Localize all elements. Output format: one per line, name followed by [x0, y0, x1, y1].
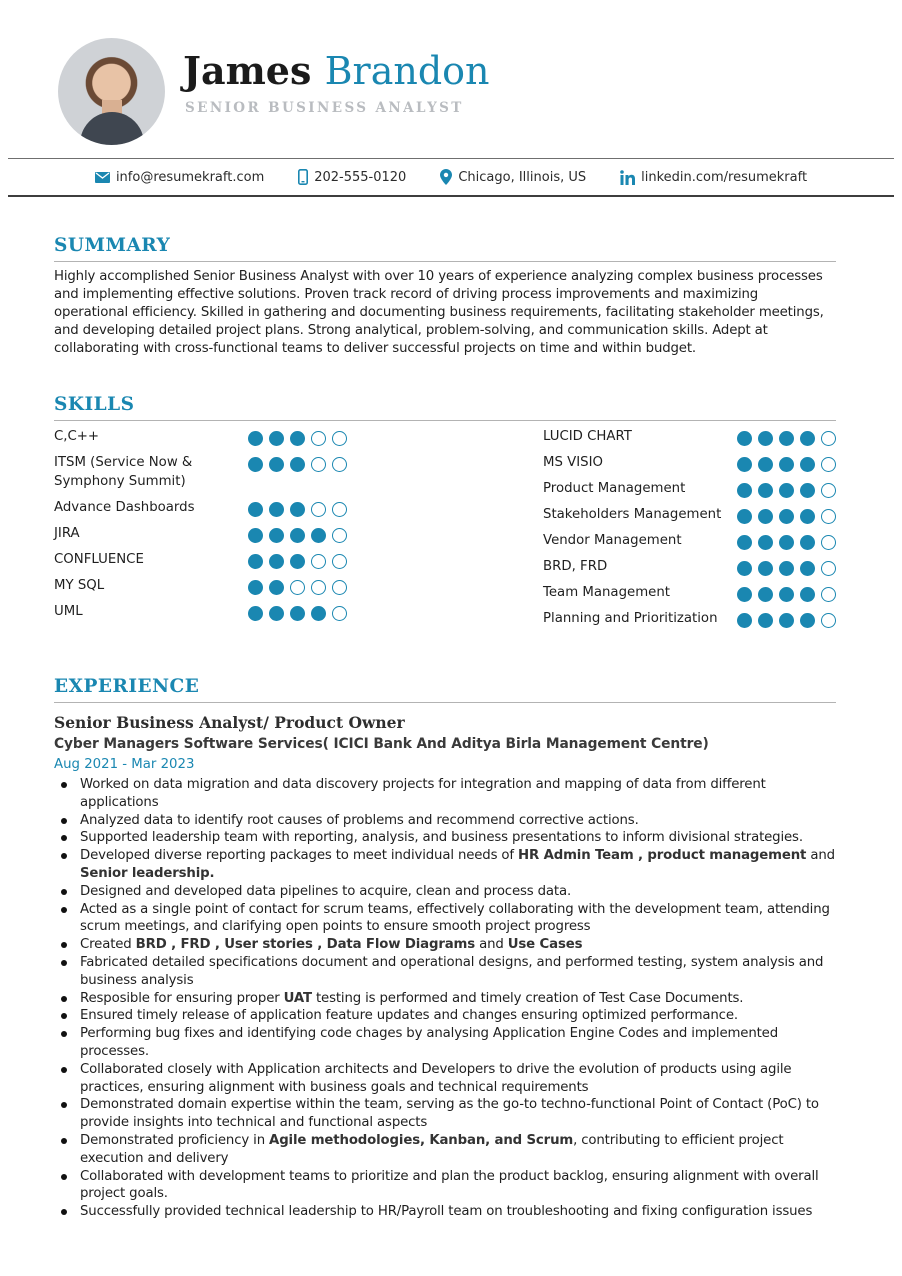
job-company: Cyber Managers Software Services( ICICI Bank And Aditya Birla Management Centre)	[54, 736, 709, 752]
rating-dot-filled	[800, 561, 815, 576]
rating-dot-filled	[800, 483, 815, 498]
rating-dot-empty	[311, 554, 326, 569]
rating-dot-filled	[290, 502, 305, 517]
location-text: Chicago, Illinois, US	[458, 169, 587, 185]
candidate-role: SENIOR BUSINESS ANALYST	[185, 100, 464, 116]
skill-name: BRD, FRD	[543, 559, 608, 574]
first-name: James	[183, 48, 312, 93]
rating-dot-filled	[758, 613, 773, 628]
rating-dot-filled	[269, 502, 284, 517]
bullet-text: Demonstrated domain expertise within the team, serving as the go-to techno-functional Point of Contact (PoC) to provide insights into technical and functional aspects	[80, 1097, 819, 1131]
skill-name: MS VISIO	[543, 455, 603, 470]
rating-dot-filled	[779, 457, 794, 472]
skill-rating	[737, 453, 836, 472]
candidate-name	[183, 48, 490, 94]
rating-dot-filled	[269, 580, 284, 595]
job-bullet	[54, 990, 836, 1008]
rating-dot-filled	[737, 431, 752, 446]
skill-name: ITSM (Service Now & Symphony Summit)	[54, 455, 193, 489]
rating-dot-empty	[311, 431, 326, 446]
skill-rating	[248, 602, 347, 621]
rating-dot-empty	[821, 509, 836, 524]
rating-dot-filled	[779, 431, 794, 446]
bullet-text: Collaborated closely with Application architects and Developers to drive the evolution of products using agile practices, ensuring alignment with business goals and technical requirements	[80, 1061, 792, 1095]
skill-name: Vendor Management	[543, 533, 682, 548]
skills-heading: SKILLS	[54, 393, 836, 421]
experience-heading: EXPERIENCE	[54, 675, 836, 703]
bullet-text: Resposible for ensuring proper	[80, 990, 284, 1006]
bullet-text: Supported leadership team with reporting, analysis, and business presentations to inform divisional strategies.	[80, 830, 803, 846]
skill-rating	[737, 427, 836, 446]
bullet-highlight: Agile methodologies, Kanban, and Scrum	[269, 1132, 574, 1148]
skill-name: UML	[54, 604, 83, 619]
rating-dot-filled	[779, 483, 794, 498]
rating-dot-filled	[800, 587, 815, 602]
rating-dot-empty	[311, 457, 326, 472]
rating-dot-empty	[332, 528, 347, 543]
rating-dot-filled	[290, 554, 305, 569]
rating-dot-filled	[800, 431, 815, 446]
skill-rating	[737, 531, 836, 550]
skill-name: Stakeholders Management	[543, 507, 722, 522]
rating-dot-filled	[269, 528, 284, 543]
job-bullet	[54, 1168, 836, 1204]
bullet-highlight: UAT	[283, 990, 312, 1006]
rating-dot-empty	[821, 457, 836, 472]
rating-dot-filled	[758, 457, 773, 472]
bullet-text: testing is performed and timely creation of Test Case Documents.	[311, 990, 744, 1006]
bullet-text: Collaborated with development teams to prioritize and plan the product backlog, ensuring alignment with overall project goals.	[80, 1168, 819, 1202]
job-bullet	[54, 936, 836, 954]
skill-rating	[248, 524, 347, 543]
bullet-text: Acted as a single point of contact for scrum teams, effectively collaborating with the development team, attending scrum meetings, and clarifying open points to ensure smooth project progress	[80, 901, 830, 935]
photo-shirt	[80, 112, 144, 145]
summary-section	[54, 234, 836, 358]
rating-dot-filled	[779, 509, 794, 524]
rating-dot-filled	[248, 606, 263, 621]
skill-rating	[248, 576, 347, 595]
skills-columns	[54, 427, 836, 635]
skills-left-column	[54, 427, 347, 635]
rating-dot-filled	[737, 587, 752, 602]
skill-name: C,C++	[54, 429, 100, 444]
rating-dot-filled	[737, 509, 752, 524]
rating-dot-empty	[332, 431, 347, 446]
job-bullet	[54, 1007, 836, 1025]
rating-dot-filled	[737, 535, 752, 550]
contact-linkedin[interactable]	[620, 170, 807, 185]
profile-photo	[58, 38, 165, 145]
skill-row	[543, 479, 836, 498]
job-bullet	[54, 1025, 836, 1061]
skill-rating	[248, 453, 347, 472]
rating-dot-empty	[290, 580, 305, 595]
skill-rating	[737, 557, 836, 576]
skill-rating	[737, 505, 836, 524]
rating-dot-filled	[269, 457, 284, 472]
rating-dot-filled	[779, 613, 794, 628]
rating-dot-filled	[311, 528, 326, 543]
job-bullet	[54, 883, 836, 901]
rating-dot-empty	[821, 613, 836, 628]
skill-row	[54, 524, 347, 543]
skill-row	[54, 602, 347, 621]
job-bullet	[54, 829, 836, 847]
mobile-phone-icon	[298, 169, 308, 185]
skill-rating	[737, 583, 836, 602]
skill-row	[54, 427, 347, 446]
rating-dot-filled	[800, 509, 815, 524]
rating-dot-filled	[248, 580, 263, 595]
rating-dot-empty	[311, 502, 326, 517]
envelope-icon	[95, 172, 110, 183]
rating-dot-filled	[800, 535, 815, 550]
job-bullet	[54, 1132, 836, 1168]
bullet-text: and	[475, 937, 508, 953]
rating-dot-empty	[332, 606, 347, 621]
skill-rating	[248, 550, 347, 569]
job-bullet	[54, 847, 836, 883]
skill-name: Planning and Prioritization	[543, 611, 718, 626]
contact-email[interactable]	[95, 170, 264, 185]
rating-dot-empty	[821, 587, 836, 602]
bullet-text: Created	[80, 937, 136, 953]
rating-dot-filled	[248, 554, 263, 569]
phone-text: 202-555-0120	[314, 169, 407, 185]
rating-dot-filled	[758, 509, 773, 524]
skill-row	[543, 505, 836, 524]
resume-header	[0, 0, 902, 160]
bullet-text: Developed diverse reporting packages to meet individual needs of	[80, 848, 519, 864]
bullet-text: , contributing to efficient project execution and delivery	[80, 1132, 784, 1166]
skill-name: Advance Dashboards	[54, 500, 195, 515]
bullet-text: Analyzed data to identify root causes of problems and recommend corrective actions.	[80, 812, 639, 828]
job-title: Senior Business Analyst/ Product Owner	[54, 713, 405, 732]
bullet-text: Successfully provided technical leadership to HR/Payroll team on troubleshooting and fixing configuration issues	[80, 1204, 813, 1220]
skill-rating	[737, 609, 836, 628]
rating-dot-filled	[737, 561, 752, 576]
bullet-highlight: HR Admin Team , product management	[518, 848, 807, 864]
rating-dot-filled	[758, 561, 773, 576]
bullet-text: Demonstrated proficiency in	[80, 1132, 270, 1148]
job-bullet	[54, 812, 836, 830]
skill-rating	[248, 427, 347, 446]
rating-dot-filled	[758, 535, 773, 550]
rating-dot-filled	[758, 431, 773, 446]
rating-dot-filled	[269, 606, 284, 621]
bullet-text: Designed and developed data pipelines to acquire, clean and process data.	[80, 883, 572, 899]
skill-rating	[248, 498, 347, 517]
rating-dot-filled	[737, 457, 752, 472]
rating-dot-filled	[248, 502, 263, 517]
skill-rating	[737, 479, 836, 498]
skill-row	[54, 453, 347, 491]
experience-section	[54, 675, 836, 1221]
rating-dot-filled	[248, 528, 263, 543]
job-bullet	[54, 901, 836, 937]
bullet-text: Worked on data migration and data discovery projects for integration and mapping of data from different applications	[80, 777, 766, 810]
job-dates: Aug 2021 - Mar 2023	[54, 757, 195, 772]
rating-dot-filled	[248, 457, 263, 472]
skills-right-column	[543, 427, 836, 635]
rating-dot-filled	[779, 535, 794, 550]
rating-dot-filled	[248, 431, 263, 446]
skill-name: CONFLUENCE	[54, 552, 144, 567]
skills-section	[54, 393, 836, 635]
rating-dot-empty	[311, 580, 326, 595]
bullet-highlight: Use Cases	[507, 937, 583, 953]
rating-dot-filled	[269, 431, 284, 446]
rating-dot-empty	[332, 554, 347, 569]
skill-name: Team Management	[543, 585, 670, 600]
skill-row	[543, 583, 836, 602]
job-bullet	[54, 1203, 836, 1221]
job-bullet	[54, 776, 836, 812]
linkedin-icon	[620, 170, 635, 185]
contact-location	[440, 169, 586, 185]
rating-dot-filled	[779, 587, 794, 602]
rating-dot-filled	[737, 613, 752, 628]
linkedin-text: linkedin.com/resumekraft	[641, 169, 808, 185]
skill-row	[543, 531, 836, 550]
skill-row	[54, 498, 347, 517]
skill-name: LUCID CHART	[543, 429, 632, 444]
skill-row	[54, 576, 347, 595]
rating-dot-filled	[311, 606, 326, 621]
summary-heading: SUMMARY	[54, 234, 836, 262]
skill-name: Product Management	[543, 481, 686, 496]
rating-dot-empty	[332, 580, 347, 595]
job-bullet	[54, 954, 836, 990]
rating-dot-filled	[758, 587, 773, 602]
bullet-highlight: Senior leadership.	[80, 865, 215, 881]
rating-dot-empty	[332, 457, 347, 472]
email-text: info@resumekraft.com	[115, 169, 265, 185]
rating-dot-filled	[290, 431, 305, 446]
rating-dot-filled	[758, 483, 773, 498]
rating-dot-empty	[821, 561, 836, 576]
skill-row	[543, 557, 836, 576]
rating-dot-filled	[269, 554, 284, 569]
skill-row	[543, 427, 836, 446]
rating-dot-filled	[737, 483, 752, 498]
rating-dot-empty	[332, 502, 347, 517]
rating-dot-empty	[821, 535, 836, 550]
last-name: Brandon	[324, 49, 490, 93]
job-bullet	[54, 1096, 836, 1132]
rating-dot-filled	[290, 457, 305, 472]
job-bullet-list	[54, 776, 836, 1221]
rating-dot-filled	[290, 606, 305, 621]
summary-text: Highly accomplished Senior Business Analyst with over 10 years of experience analyzing complex business processes and implementing effective solutions. Proven track record of driving process improvements and maximizing operational efficiency. Skilled in gathering and documenting business requirements, facilitating stakeholder meetings, and developing detailed project plans. Strong analytical, problem-solving, and communication skills. Adept at collaborating with cross-functional teams to deliver successful projects on time and within budget.	[54, 269, 824, 356]
bullet-highlight: BRD , FRD , User stories , Data Flow Diagrams	[135, 937, 476, 953]
skill-row	[543, 453, 836, 472]
bullet-text: Ensured timely release of application feature updates and changes ensuring optimized performance.	[80, 1008, 738, 1024]
bullet-text: and	[806, 848, 835, 864]
skill-row	[54, 550, 347, 569]
rating-dot-filled	[779, 561, 794, 576]
contact-phone[interactable]	[298, 169, 406, 185]
bullet-text: Performing bug fixes and identifying code chages by analysing Application Engine Codes and implemented processes.	[80, 1026, 778, 1059]
skill-name: JIRA	[54, 526, 80, 541]
rating-dot-empty	[821, 483, 836, 498]
bullet-text: Fabricated detailed specifications document and operational designs, and performed testing, system analysis and business analysis	[80, 954, 824, 988]
rating-dot-filled	[800, 613, 815, 628]
rating-dot-filled	[800, 457, 815, 472]
rating-dot-empty	[821, 431, 836, 446]
rating-dot-filled	[290, 528, 305, 543]
skill-row	[543, 609, 836, 628]
map-pin-icon	[440, 169, 452, 185]
contact-bar	[8, 158, 894, 197]
job-bullet	[54, 1061, 836, 1097]
skill-name: MY SQL	[54, 578, 105, 593]
